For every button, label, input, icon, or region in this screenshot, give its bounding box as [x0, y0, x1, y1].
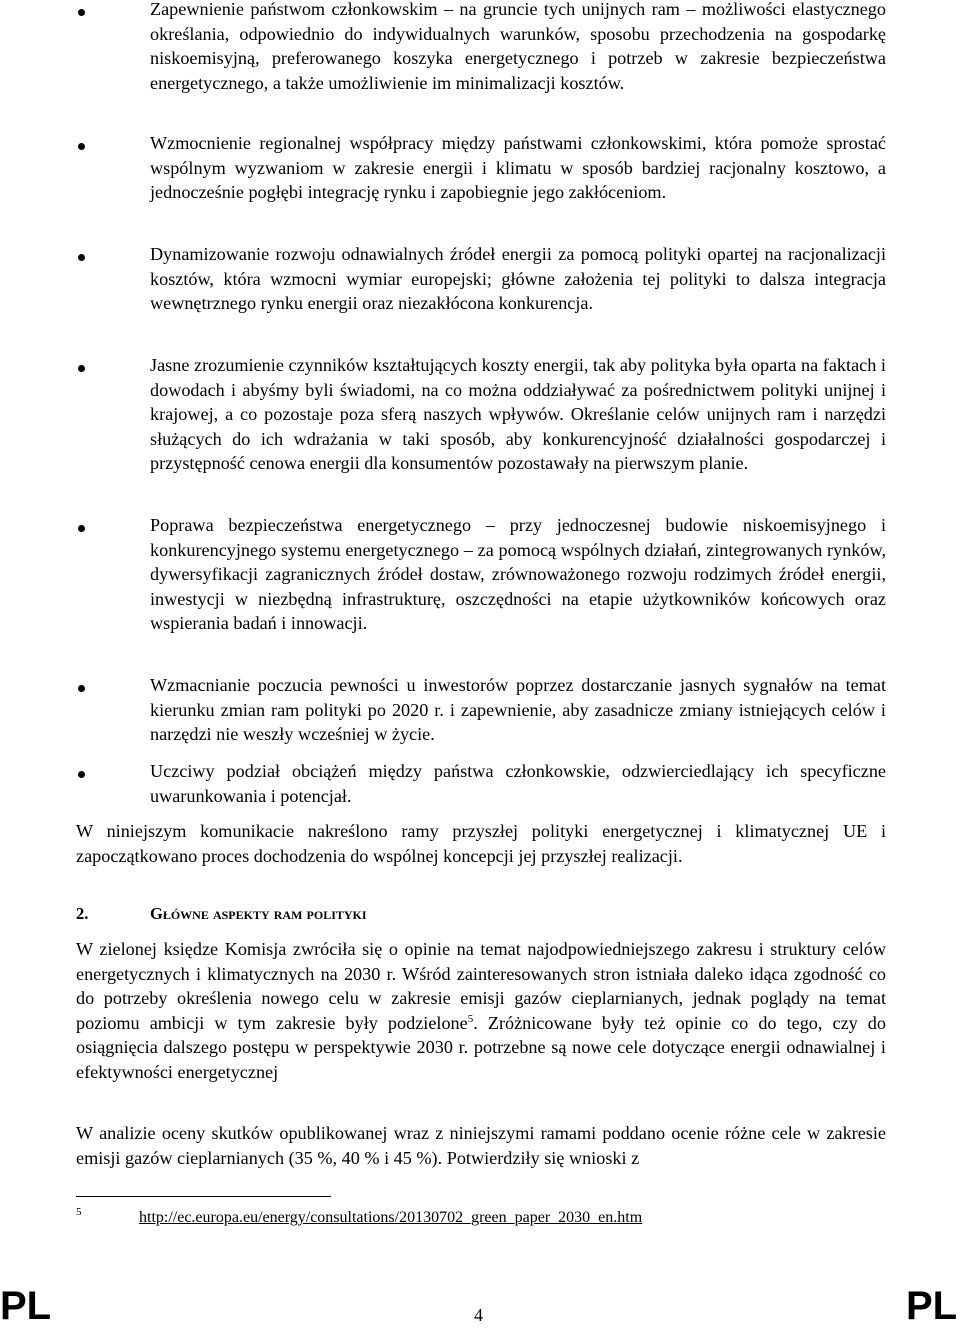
- footnote-number: 5: [76, 1206, 82, 1218]
- paragraph-text-continued: . Zróżnicowane były też opinie co do tego, czy do osiągnięcia dalszego postępu w perspektywie 2030 r. potrzebne są nowe cele dotyczące energii odnawialnej i efektywności energetycznej: [76, 1012, 886, 1082]
- bullet-text: Jasne zrozumienie czynników kształtujących koszty energii, tak aby polityka była oparta na faktach i dowodach i abyśmy byli świadomi, na co można oddziaływać za pośrednictwem polityki unijnej i krajowej, a co pozostaje poza sferą naszych wpływów. Określanie celów unijnych ram i narzędzi służących do ich wdrażania w taki sposób, aby konkurencyjność działalności gospodarczej i przystępność cenowa energii dla konsumentów pozostawały na pierwszym planie.: [150, 355, 886, 474]
- bullet-icon: [78, 771, 85, 778]
- bullet-text: Dynamizowanie rozwoju odnawialnych źródeł energii za pomocą polityki opartej na racjonalizacji kosztów, która wzmocni wymiar europejski; główne założenia tej polityki to dalsza integracja wewnętrznego rynku energii oraz niezakłócona konkurencja.: [150, 244, 886, 314]
- bullet-icon: [78, 685, 85, 692]
- section-heading: [76, 904, 367, 924]
- bullet-icon: [78, 525, 85, 532]
- bullet-text: Wzmocnienie regionalnej współpracy między państwami członkowskimi, która pomoże sprostać wspólnym wyzwaniom w zakresie energii i klimatu w sposób bardziej racjonalny kosztowo, a jednocześnie pogłębi integrację rynku i zapobiegnie jego zakłóceniom.: [150, 133, 886, 203]
- footer-language-right: PL: [906, 1284, 958, 1328]
- bullet-icon: [78, 9, 85, 16]
- bullet-text: Poprawa bezpieczeństwa energetycznego – przy jednoczesnej budowie niskoemisyjnego i konkurencyjnego systemu energetycznego – za pomocą wspólnych działań, zintegrowanych rynków, dywersyfikacji zagranicznych źródeł dostaw, zrównoważonego rozwoju rodzimych źródeł energii, inwestycji w niezbędną infrastrukturę, oszczędności na etapie użytkowników końcowych oraz wspierania badań i innowacji.: [150, 515, 886, 634]
- bullet-text: Wzmacnianie poczucia pewności u inwestorów poprzez dostarczanie jasnych sygnałów na temat kierunku zmian ram polityki po 2020 r. i zapewnienie, aby zasadnicze zmiany istniejących celów i narzędzi nie weszły wcześniej w życie.: [150, 675, 886, 745]
- footnote-separator: [76, 1196, 331, 1197]
- section-number: 2.: [76, 904, 89, 923]
- bullet-text: Zapewnienie państwom członkowskim – na gruncie tych unijnych ram – możliwości elastycznego określania, odpowiednio do indywidualnych warunków, sposobu przechodzenia na gospodarkę niskoemisyjną, preferowanego koszyka energetycznego i potrzeb w zakresie bezpieczeństwa energetycznego, a także umożliwienie im minimalizacji kosztów.: [150, 0, 886, 93]
- paragraph: W analizie oceny skutków opublikowanej wraz z niniejszymi ramami poddano ocenie różne cele w zakresie emisji gazów cieplarnianych (35 %, 40 % i 45 %). Potwierdziły się wnioski z: [76, 1123, 886, 1168]
- bullet-icon: [78, 143, 85, 150]
- bullet-text: Uczciwy podział obciążeń między państwa członkowskie, odzwierciedlający ich specyficzne uwarunkowania i potencjał.: [150, 761, 886, 806]
- intro-paragraph: W niniejszym komunikacie nakreślono ramy przyszłej polityki energetycznej i klimatycznej UE i zapoczątkowano proces dochodzenia do wspólnej koncepcji jej przyszłej realizacji.: [76, 821, 886, 866]
- paragraph: [76, 937, 886, 1085]
- bullet-icon: [78, 365, 85, 372]
- footnote-reference: 5: [467, 1012, 474, 1025]
- paragraph-text: W zielonej księdze Komisja zwróciła się o opinie na temat najodpowiedniejszego zakresu i struktury celów energetycznych i klimatycznych na 2030 r. Wśród zainteresowanych stron istniała daleko idąca zgodność co do potrzeby określenia nowego celu w zakresie emisji gazów cieplarnianych, jednak poglądy na temat poziomu ambicji w tym zakresie były podzielone: [76, 939, 886, 1033]
- section-title: Główne aspekty ram polityki: [150, 904, 367, 923]
- footnote-link[interactable]: http://ec.europa.eu/energy/consultations/20130702_green_paper_2030_en.htm: [139, 1209, 643, 1226]
- bullet-icon: [78, 254, 85, 261]
- page-number: 4: [474, 1305, 483, 1325]
- footer-language-left: PL: [0, 1284, 52, 1328]
